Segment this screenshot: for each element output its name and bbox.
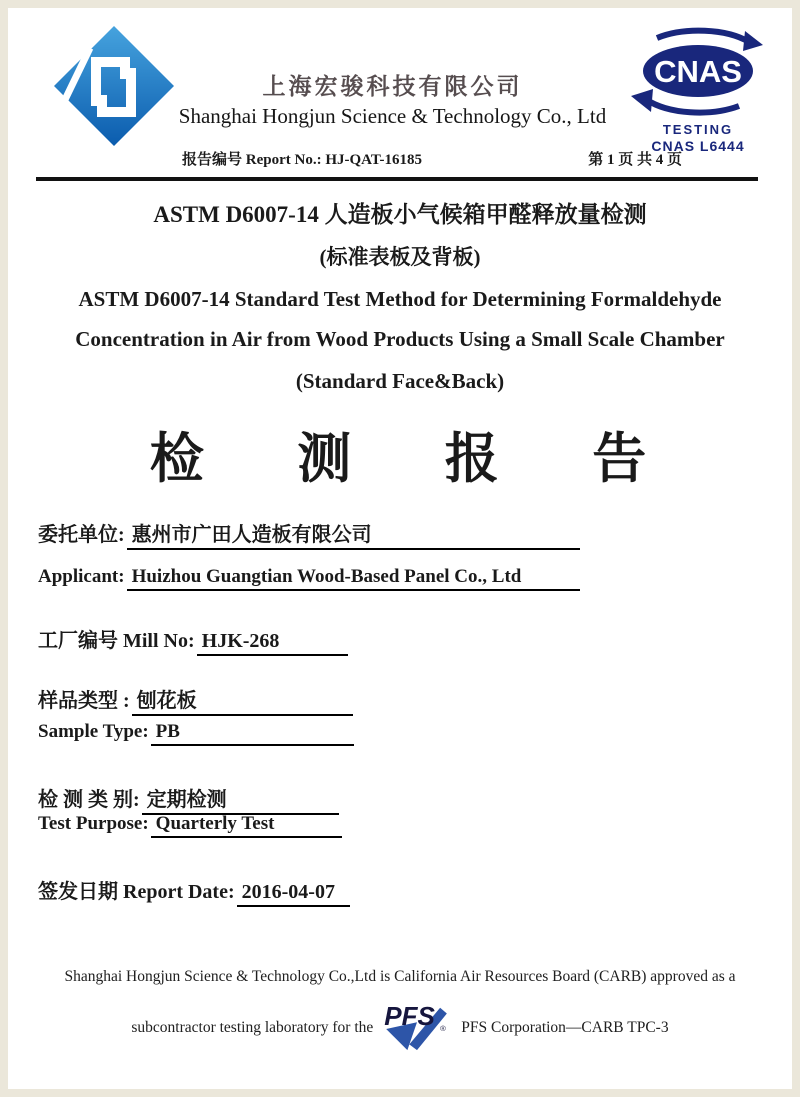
field-applicant-en-label: Applicant: [38, 566, 125, 587]
footer-line2-prefix: subcontractor testing laboratory for the [131, 1019, 374, 1036]
field-sample-type-cn-value: 刨花板 [132, 684, 353, 716]
field-report-date-value: 2016-04-07 [237, 881, 350, 907]
title-english-line1: ASTM D6007-14 Standard Test Method for Determining Formaldehyde [78, 287, 722, 311]
field-mill-no-value: HJK-268 [197, 630, 348, 656]
company-name-chinese: 上海宏骏科技有限公司 [262, 74, 523, 99]
svg-text:PFS: PFS [384, 1002, 436, 1032]
pfs-registered-mark: ® [440, 1023, 447, 1033]
footer-carb-statement-line1: Shanghai Hongjun Science & Technology Co.,Ltd is California Air Resources Board (CARB) approved as a [64, 968, 736, 985]
field-sample-type-cn-label: 样品类型 : [38, 690, 130, 712]
field-test-purpose-cn-value: 定期检测 [142, 783, 339, 815]
field-mill-no [38, 624, 348, 656]
report-sheet [8, 8, 792, 1089]
title-english-line2: Concentration in Air from Wood Products Using a Small Scale Chamber [75, 327, 725, 351]
cnas-caption-number: CNAS L6444 [651, 138, 745, 155]
field-test-purpose-en-value: Quarterly Test [151, 813, 342, 838]
page-indicator: 第 1 页 共 4 页 [588, 152, 682, 168]
field-report-date [38, 875, 350, 907]
pfs-logo-icon [381, 1002, 453, 1054]
report-number [182, 148, 422, 169]
field-sample-type-en-value: PB [151, 721, 354, 746]
footer-carb-statement-line2 [8, 1002, 792, 1054]
report-main-title: 检 测 报 告 [149, 429, 651, 489]
field-test-purpose-cn-label: 检 测 类 别: [38, 789, 140, 811]
svg-text:CNAS: CNAS [654, 54, 742, 89]
field-test-purpose-cn [38, 783, 339, 815]
field-applicant-en [38, 566, 580, 591]
cnas-logo-icon [623, 26, 773, 118]
field-mill-no-label: 工厂编号 Mill No: [38, 630, 195, 652]
field-report-date-label: 签发日期 Report Date: [38, 881, 235, 903]
field-sample-type-en-label: Sample Type: [38, 721, 149, 742]
report-number-value: HJ-QAT-16185 [325, 152, 423, 168]
hongjun-logo-icon [48, 22, 178, 152]
field-test-purpose-en-label: Test Purpose: [38, 813, 149, 834]
title-chinese-line1: ASTM D6007-14 人造板小气候箱甲醛释放量检测 [153, 202, 647, 227]
field-applicant-cn [38, 518, 580, 550]
report-number-label: 报告编号 Report No.: [182, 152, 322, 168]
company-name-english: Shanghai Hongjun Science & Technology Co., Ltd [178, 104, 607, 128]
cnas-caption-testing: TESTING [662, 122, 734, 138]
report-number-row [182, 148, 682, 169]
field-sample-type-cn [38, 684, 353, 716]
field-applicant-en-value: Huizhou Guangtian Wood-Based Panel Co., Ltd [127, 566, 580, 591]
field-applicant-cn-value: 惠州市广田人造板有限公司 [127, 518, 580, 550]
footer-line2-suffix: PFS Corporation—CARB TPC-3 [461, 1019, 669, 1036]
title-english-line3: (Standard Face&Back) [295, 369, 505, 393]
cnas-accreditation-block [618, 26, 778, 154]
company-name-block [168, 68, 617, 129]
field-test-purpose-en [38, 813, 342, 838]
title-chinese-line2: (标准表板及背板) [319, 245, 481, 269]
header-divider [36, 177, 758, 181]
field-sample-type-en [38, 721, 354, 746]
field-applicant-cn-label: 委托单位: [38, 524, 125, 546]
